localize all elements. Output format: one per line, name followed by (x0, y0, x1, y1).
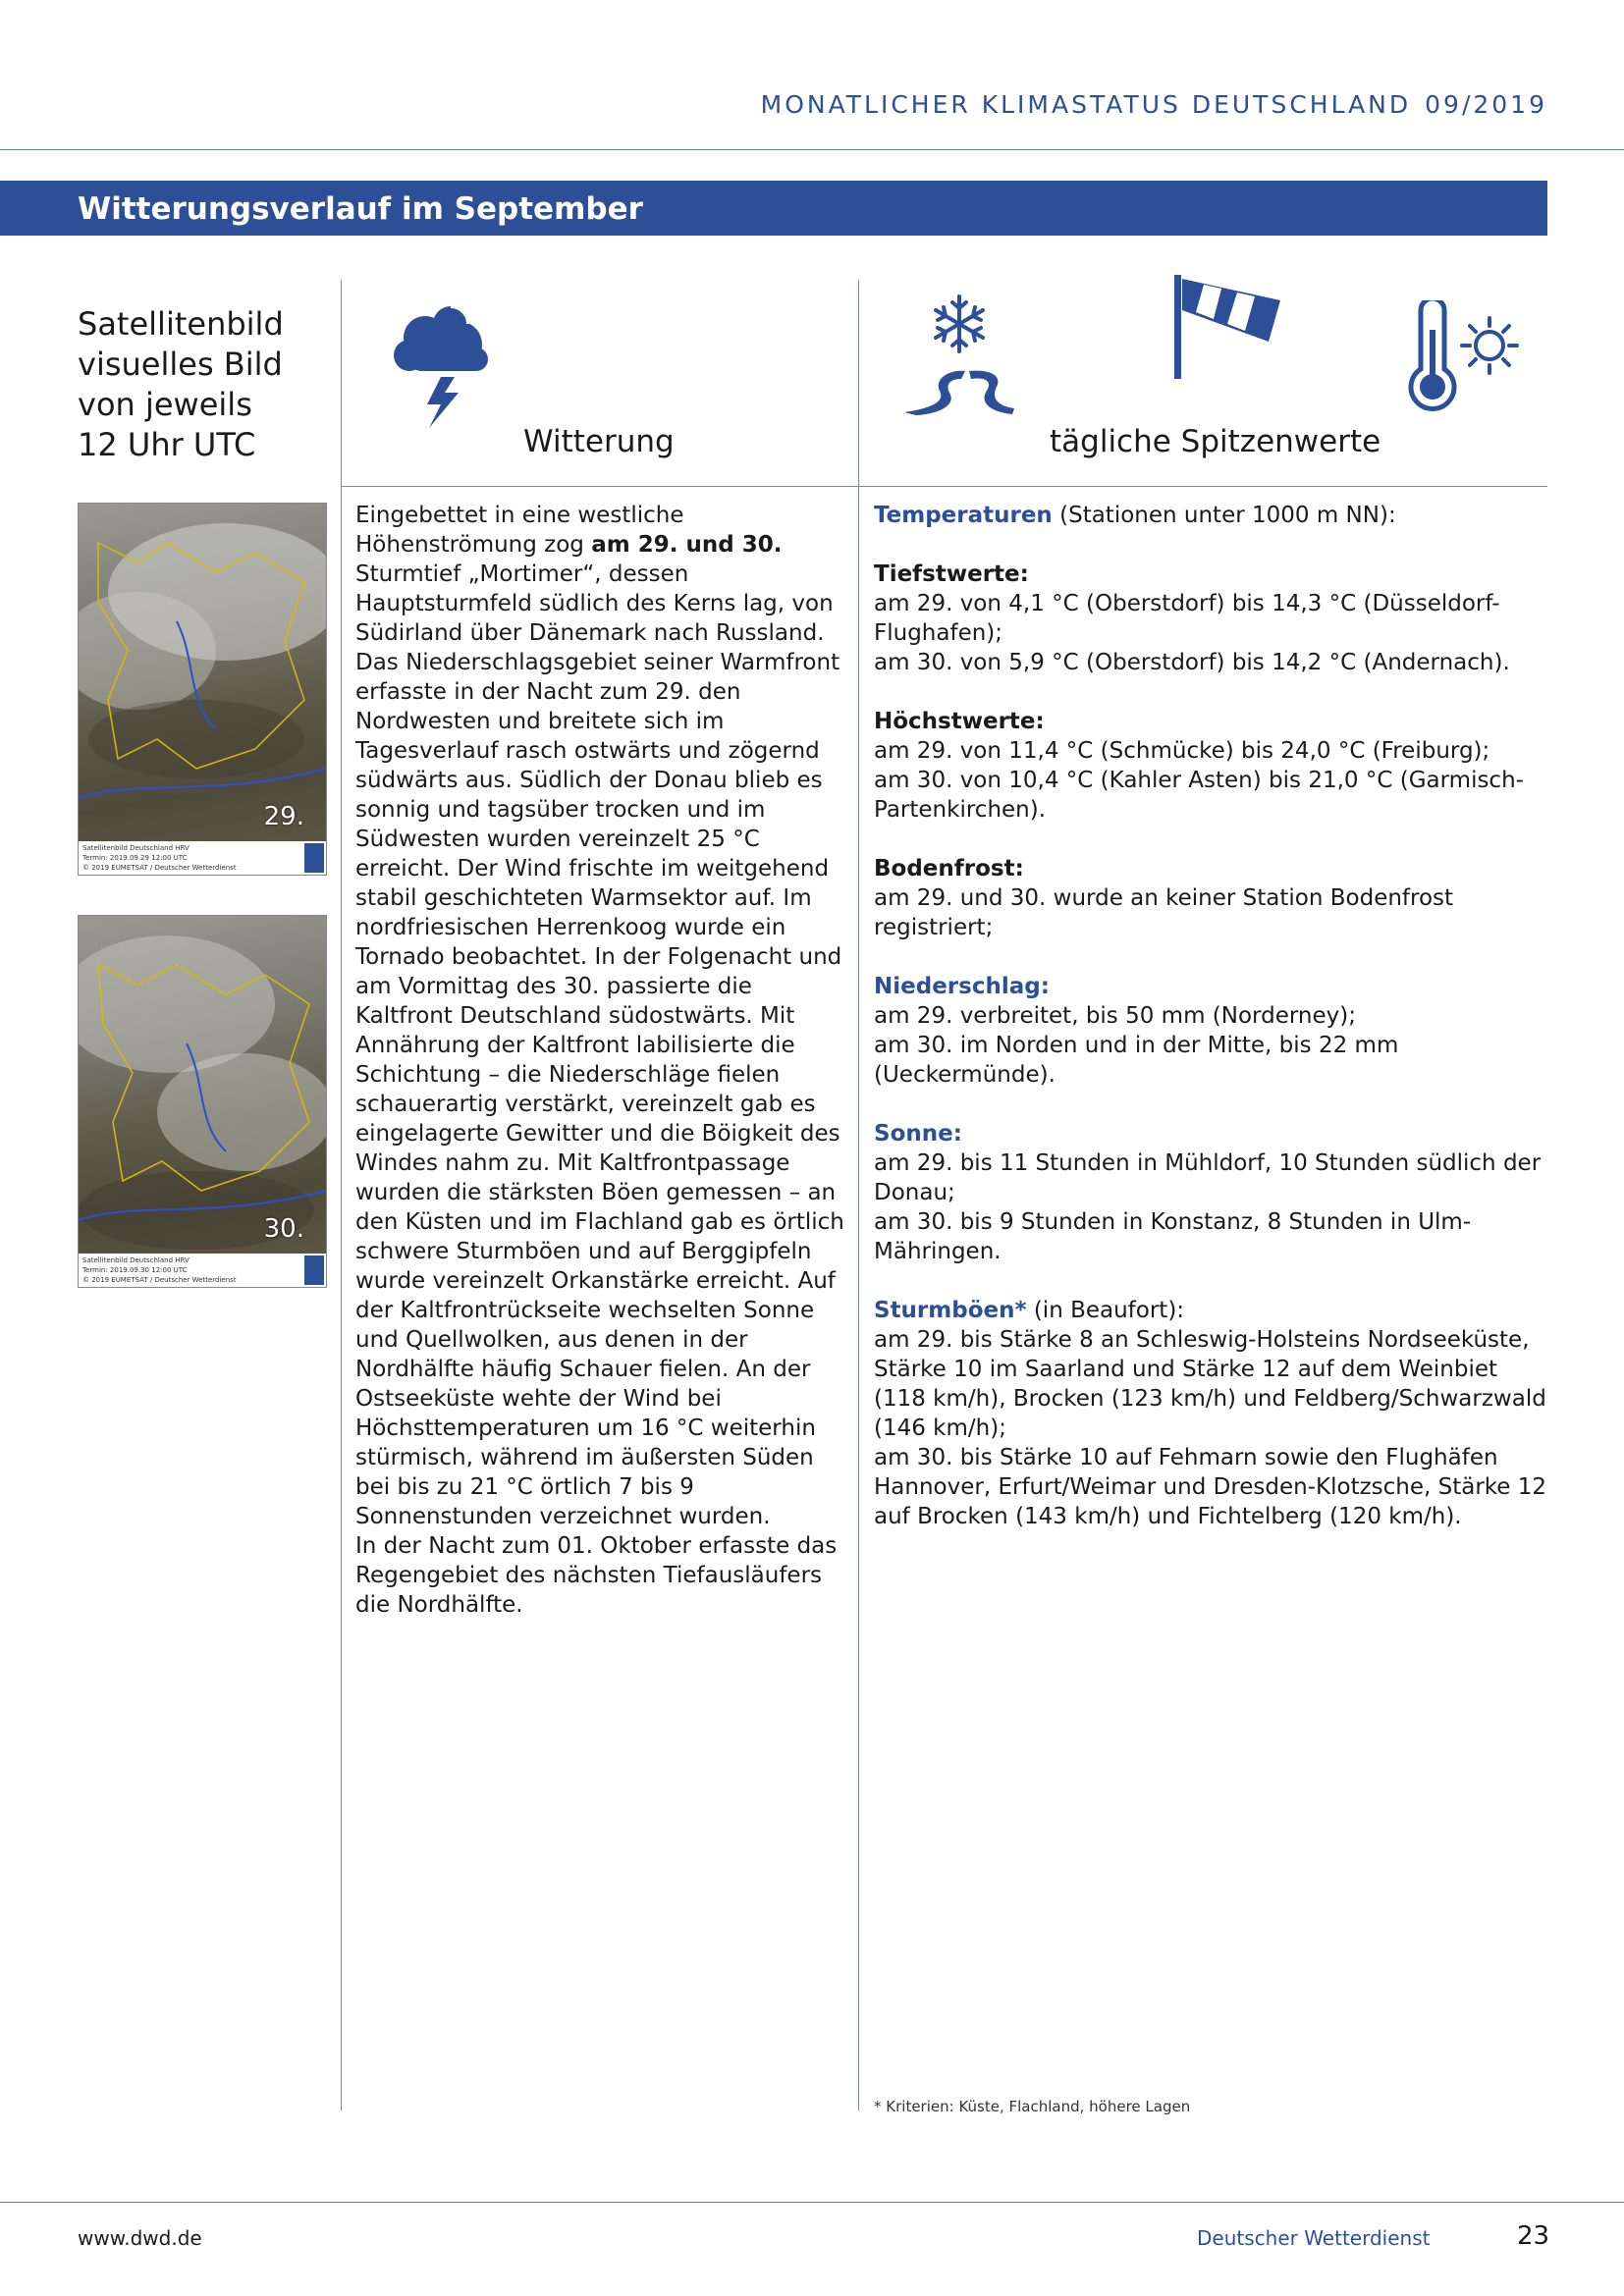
maximum-heading: Höchstwerte: (874, 709, 1045, 734)
page-number: 23 (1517, 2221, 1550, 2251)
weather-paragraph-rest: Sturmtief „Mortimer“, dessen Hauptsturmfeld südlich des Kerns lag, von Südirland über Dänemark nach Russland. Das Niederschlagsgebiet seiner Warmfront erfasste in der Nacht zum 29. den Nordwesten und breitete sich im Tagesverlauf rasch ostwärts und zögernd südwärts aus. Südlich der Donau blieb es sonnig und tagsüber trocken und im Südwesten wurden vereinzelt 25 °C erreicht. Der Wind frischte im weitgehend stabil geschichteten Warmsektor auf. Im nordfriesischen Herrenkoog wurde ein Tornado beobachtet. In der Folgenacht und am Vormittag des 30. passierte die Kaltfront Deutschland südostwärts. Mit Annährung der Kaltfront labilisierte die Schichtung – die Niederschläge fielen schauerartig verstärkt, vereinzelt gab es eingelagerte Gewitter und die Böigkeit des Windes nahm zu. Mit Kaltfrontpassage wurden die stärksten Böen gemessen – an den Küsten und im Flachland gab es örtlich schwere Sturmböen und auf Berggipfeln wurde vereinzelt Orkanstärke erreicht. Auf der Kaltfrontrückseite wechselten Sonne und Quellwolken, aus denen in der Nordhälfte häufig Schauer fielen. An der Ostseeküste wehte der Wind bei Höchsttemperaturen um 16 °C weiterhin stürmisch, während im äußersten Süden bei bis zu 21 °C örtlich 7 bis 9 Sonnenstunden verzeichnet wurden. (355, 561, 844, 1529)
peak-values (874, 501, 1551, 1561)
gusts-heading: Sturmböen* (874, 1298, 1027, 1323)
caption-line: © 2019 EUMETSAT / Deutscher Wetterdienst (82, 864, 237, 872)
satellite-day-label: 29. (263, 802, 304, 831)
precipitation-heading: Niederschlag: (874, 974, 1050, 999)
weather-intro: Eingebettet in eine westliche Höhenströmung zog (355, 503, 684, 558)
minimum-line: am 29. von 4,1 °C (Oberstdorf) bis 14,3 °C (Düsseldorf-Flughafen); (874, 591, 1500, 646)
report-period: 09/2019 (1425, 90, 1547, 119)
windsock-icon (1170, 271, 1288, 379)
weather-narrative (355, 501, 846, 1620)
maximum-line: am 29. von 11,4 °C (Schmücke) bis 24,0 °C (Freiburg); (874, 738, 1490, 764)
maximum-line: am 30. von 10,4 °C (Kahler Asten) bis 21,0 °C (Garmisch-Partenkirchen). (874, 768, 1524, 823)
footnote: * Kriterien: Küste, Flachland, höhere Lagen (874, 2098, 1191, 2115)
dwd-logo-icon (304, 843, 324, 873)
ground-frost-line: am 29. und 30. wurde an keiner Station Bodenfrost registriert; (874, 885, 1454, 940)
sunshine-heading: Sonne: (874, 1121, 962, 1147)
precipitation-line: am 29. verbreitet, bis 50 mm (Norderney); (874, 1003, 1356, 1029)
footer-organization: Deutscher Wetterdienst (1197, 2226, 1431, 2250)
heading-line: Satellitenbild (78, 305, 284, 343)
gusts-block (874, 1296, 1551, 1531)
sunshine-line: am 30. bis 9 Stunden in Konstanz, 8 Stunden in Ulm-Mähringen. (874, 1209, 1472, 1264)
weather-paragraph (355, 501, 846, 1531)
sunshine-block (874, 1119, 1551, 1266)
peaks-column-heading: tägliche Spitzenwerte (1050, 424, 1381, 459)
weather-paragraph: In der Nacht zum 01. Oktober erfasste das Regengebiet des nächsten Tiefausläufers die Nordhälfte. (355, 1533, 838, 1618)
satellite-image-30 (78, 915, 327, 1288)
header-divider (0, 149, 1624, 150)
temperatures-block (874, 501, 1551, 530)
footer-url-link[interactable]: www.dwd.de (78, 2226, 202, 2250)
satellite-caption (79, 1254, 326, 1287)
thermometer-sun-icon (1399, 300, 1522, 418)
caption-line: Satellitenbild Deutschland HRV (82, 844, 189, 852)
minimum-line: am 30. von 5,9 °C (Oberstdorf) bis 14,2 °C (Andernach). (874, 650, 1510, 675)
weather-dates: am 29. und 30. (591, 532, 783, 558)
temperatures-heading: Temperaturen (874, 503, 1053, 528)
satellite-caption (79, 841, 326, 875)
precipitation-block (874, 972, 1551, 1090)
snow-road-icon (900, 293, 1018, 415)
heading-line: von jeweils (78, 386, 252, 423)
caption-line: Termin: 2019.09.29 12:00 UTC (82, 854, 188, 862)
ground-frost-heading: Bodenfrost: (874, 856, 1024, 881)
report-title (761, 90, 1547, 119)
heading-line: 12 Uhr UTC (78, 426, 256, 463)
caption-line: Termin: 2019.09.30 12:00 UTC (82, 1266, 188, 1274)
caption-line: Satellitenbild Deutschland HRV (82, 1256, 189, 1264)
column-divider-left (341, 280, 342, 2110)
satellite-image-29 (78, 503, 327, 876)
heading-line: visuelles Bild (78, 346, 283, 383)
gusts-line: am 30. bis Stärke 10 auf Fehmarn sowie den Flughäfen Hannover, Erfurt/Weimar und Dresden-Klotzsche, Stärke 12 auf Brocken (143 km/h) und Fichtelberg (120 km/h). (874, 1445, 1547, 1529)
satellite-column-heading (78, 304, 284, 465)
minimum-block (874, 560, 1551, 677)
section-title: Witterungsverlauf im September (78, 191, 643, 227)
minimum-heading: Tiefstwerte: (874, 561, 1029, 587)
ground-frost-block (874, 854, 1551, 942)
gusts-line: am 29. bis Stärke 8 an Schleswig-Holsteins Nordseeküste, Stärke 10 im Saarland und Stärke 12 auf dem Weinbiet (118 km/h), Brocken (123 km/h) und Feldberg/Schwarzwald (146 km/h); (874, 1327, 1546, 1441)
temperatures-note: (Stationen unter 1000 m NN): (1052, 503, 1396, 528)
gusts-note: (in Beaufort): (1026, 1298, 1185, 1323)
sunshine-line: am 29. bis 11 Stunden in Mühldorf, 10 Stunden südlich der Donau; (874, 1150, 1542, 1205)
thundercloud-icon (390, 291, 498, 428)
footer-divider (0, 2202, 1624, 2203)
caption-line: © 2019 EUMETSAT / Deutscher Wetterdienst (82, 1276, 237, 1284)
satellite-day-label: 30. (263, 1214, 304, 1244)
dwd-logo-icon (304, 1255, 324, 1285)
precipitation-line: am 30. im Norden und in der Mitte, bis 22 mm (Ueckermünde). (874, 1033, 1399, 1088)
maximum-block (874, 707, 1551, 825)
column-divider-right (858, 280, 859, 2110)
report-name: MONATLICHER KLIMASTATUS DEUTSCHLAND (760, 90, 1412, 119)
weather-column-heading: Witterung (523, 424, 675, 459)
header-row-divider (341, 486, 1547, 487)
